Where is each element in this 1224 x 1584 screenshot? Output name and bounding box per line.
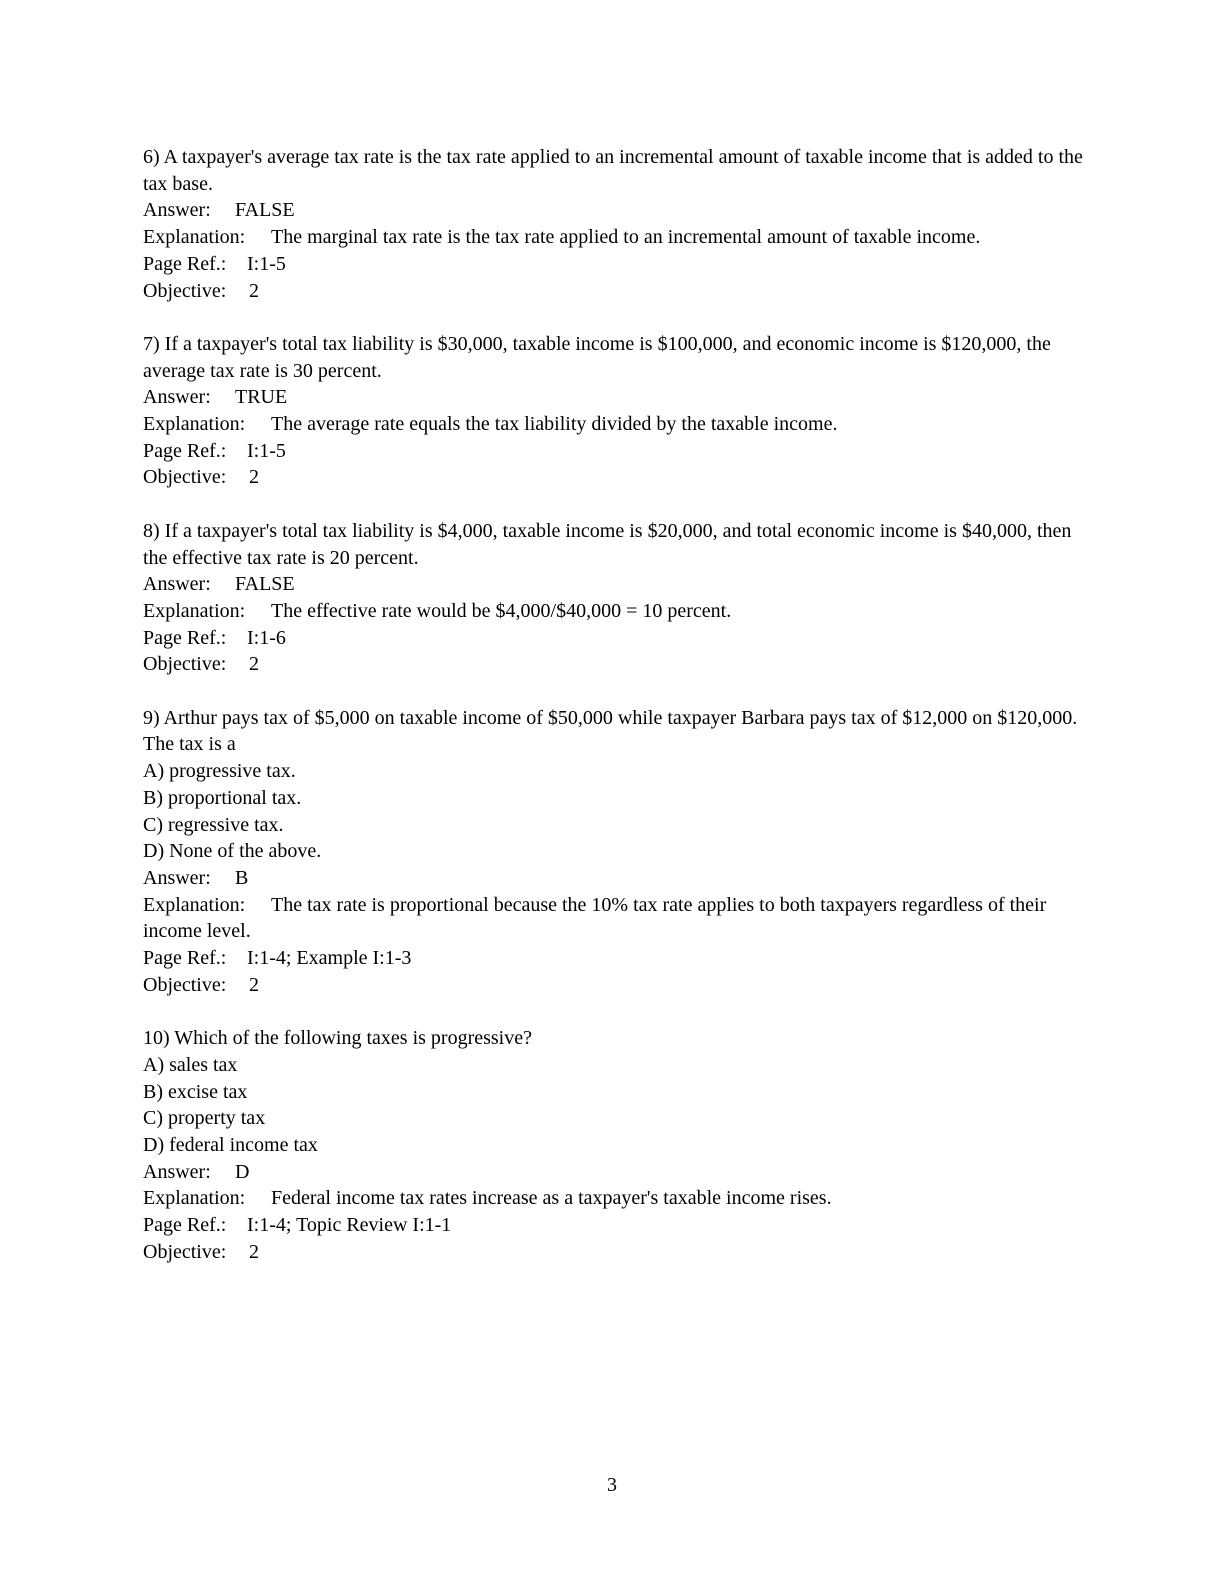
question-stem: 6) A taxpayer's average tax rate is the tax rate applied to an incremental amount of taxable income that is added to the tax base.	[143, 146, 1083, 195]
option-a: A) sales tax	[143, 1053, 238, 1076]
page-ref-value: I:1-5	[247, 252, 286, 275]
objective-value: 2	[249, 653, 259, 676]
question-stem: 9) Arthur pays tax of $5,000 on taxable income of $50,000 while taxpayer Barbara pays tax of $12,000 on $120,000. The tax is a	[143, 706, 1078, 756]
page-ref-label: Page Ref.:	[143, 252, 227, 275]
objective-line	[143, 1239, 1083, 1266]
objective-line	[143, 464, 1083, 491]
answer-line	[143, 197, 1083, 224]
page-ref-line	[143, 945, 1083, 972]
objective-line	[143, 651, 1083, 678]
page-number: 3	[607, 1474, 617, 1496]
explanation-label: Explanation:	[143, 599, 246, 622]
question-stem: 8) If a taxpayer's total tax liability is $4,000, taxable income is $20,000, and total economic income is $40,000, then the effective tax rate is 20 percent.	[143, 519, 1072, 569]
page-ref-line	[143, 625, 1083, 652]
explanation-text: The average rate equals the tax liability divided by the taxable income.	[271, 413, 838, 436]
objective-label: Objective:	[143, 1240, 227, 1263]
page-ref-line	[143, 438, 1083, 465]
page-ref-value: I:1-5	[247, 439, 286, 462]
option-c: C) regressive tax.	[143, 813, 284, 836]
answer-line	[143, 571, 1083, 598]
explanation-line	[143, 1185, 1083, 1212]
answer-line	[143, 865, 1083, 892]
explanation-line	[143, 224, 1083, 251]
option-d: D) federal income tax	[143, 1133, 318, 1156]
question-stem: 7) If a taxpayer's total tax liability is $30,000, taxable income is $100,000, and economic income is $120,000, the average tax rate is 30 percent.	[143, 332, 1051, 382]
objective-label: Objective:	[143, 973, 227, 996]
option-a: A) progressive tax.	[143, 760, 296, 783]
question-list	[143, 144, 1083, 1292]
option-c: C) property tax	[143, 1107, 266, 1130]
objective-value: 2	[249, 279, 259, 302]
explanation-text: The effective rate would be $4,000/$40,000 = 10 percent.	[271, 599, 732, 622]
explanation-line	[143, 411, 1083, 438]
answer-line	[143, 1159, 1083, 1186]
question-item	[143, 518, 1083, 678]
objective-line	[143, 972, 1083, 999]
page-ref-value: I:1-4; Example I:1-3	[247, 947, 412, 970]
answer-line	[143, 384, 1083, 411]
question-item	[143, 705, 1083, 999]
option-b: B) excise tax	[143, 1080, 248, 1103]
explanation-label: Explanation:	[143, 226, 246, 249]
page-ref-label: Page Ref.:	[143, 1214, 227, 1237]
question-item	[143, 331, 1083, 491]
objective-value: 2	[249, 466, 259, 489]
explanation-text: The tax rate is proportional because the 10% tax rate applies to both taxpayers regardless of their income level.	[143, 893, 1047, 943]
answer-label: Answer:	[143, 199, 211, 222]
explanation-line	[143, 892, 1083, 945]
question-item	[143, 1025, 1083, 1265]
objective-label: Objective:	[143, 466, 227, 489]
answer-label: Answer:	[143, 866, 211, 889]
answer-label: Answer:	[143, 573, 211, 596]
page-ref-label: Page Ref.:	[143, 947, 227, 970]
page-ref-label: Page Ref.:	[143, 626, 227, 649]
option-b: B) proportional tax.	[143, 786, 302, 809]
objective-label: Objective:	[143, 279, 227, 302]
page-ref-line	[143, 1212, 1083, 1239]
answer-value: TRUE	[235, 386, 288, 409]
page-ref-value: I:1-4; Topic Review I:1-1	[247, 1214, 452, 1237]
question-stem: 10) Which of the following taxes is progressive?	[143, 1027, 532, 1050]
question-item	[143, 144, 1083, 304]
page-ref-label: Page Ref.:	[143, 439, 227, 462]
objective-value: 2	[249, 1240, 259, 1263]
answer-label: Answer:	[143, 1160, 211, 1183]
explanation-line	[143, 598, 1083, 625]
page-ref-value: I:1-6	[247, 626, 286, 649]
explanation-label: Explanation:	[143, 1187, 246, 1210]
explanation-text: The marginal tax rate is the tax rate applied to an incremental amount of taxable income.	[271, 226, 981, 249]
explanation-text: Federal income tax rates increase as a taxpayer's taxable income rises.	[271, 1187, 832, 1210]
objective-label: Objective:	[143, 653, 227, 676]
objective-value: 2	[249, 973, 259, 996]
answer-label: Answer:	[143, 386, 211, 409]
answer-value: B	[235, 866, 249, 889]
answer-value: FALSE	[235, 573, 295, 596]
explanation-label: Explanation:	[143, 413, 246, 436]
objective-line	[143, 278, 1083, 305]
option-d: D) None of the above.	[143, 840, 322, 863]
page-ref-line	[143, 251, 1083, 278]
answer-value: D	[235, 1160, 250, 1183]
explanation-label: Explanation:	[143, 893, 246, 916]
answer-value: FALSE	[235, 199, 295, 222]
